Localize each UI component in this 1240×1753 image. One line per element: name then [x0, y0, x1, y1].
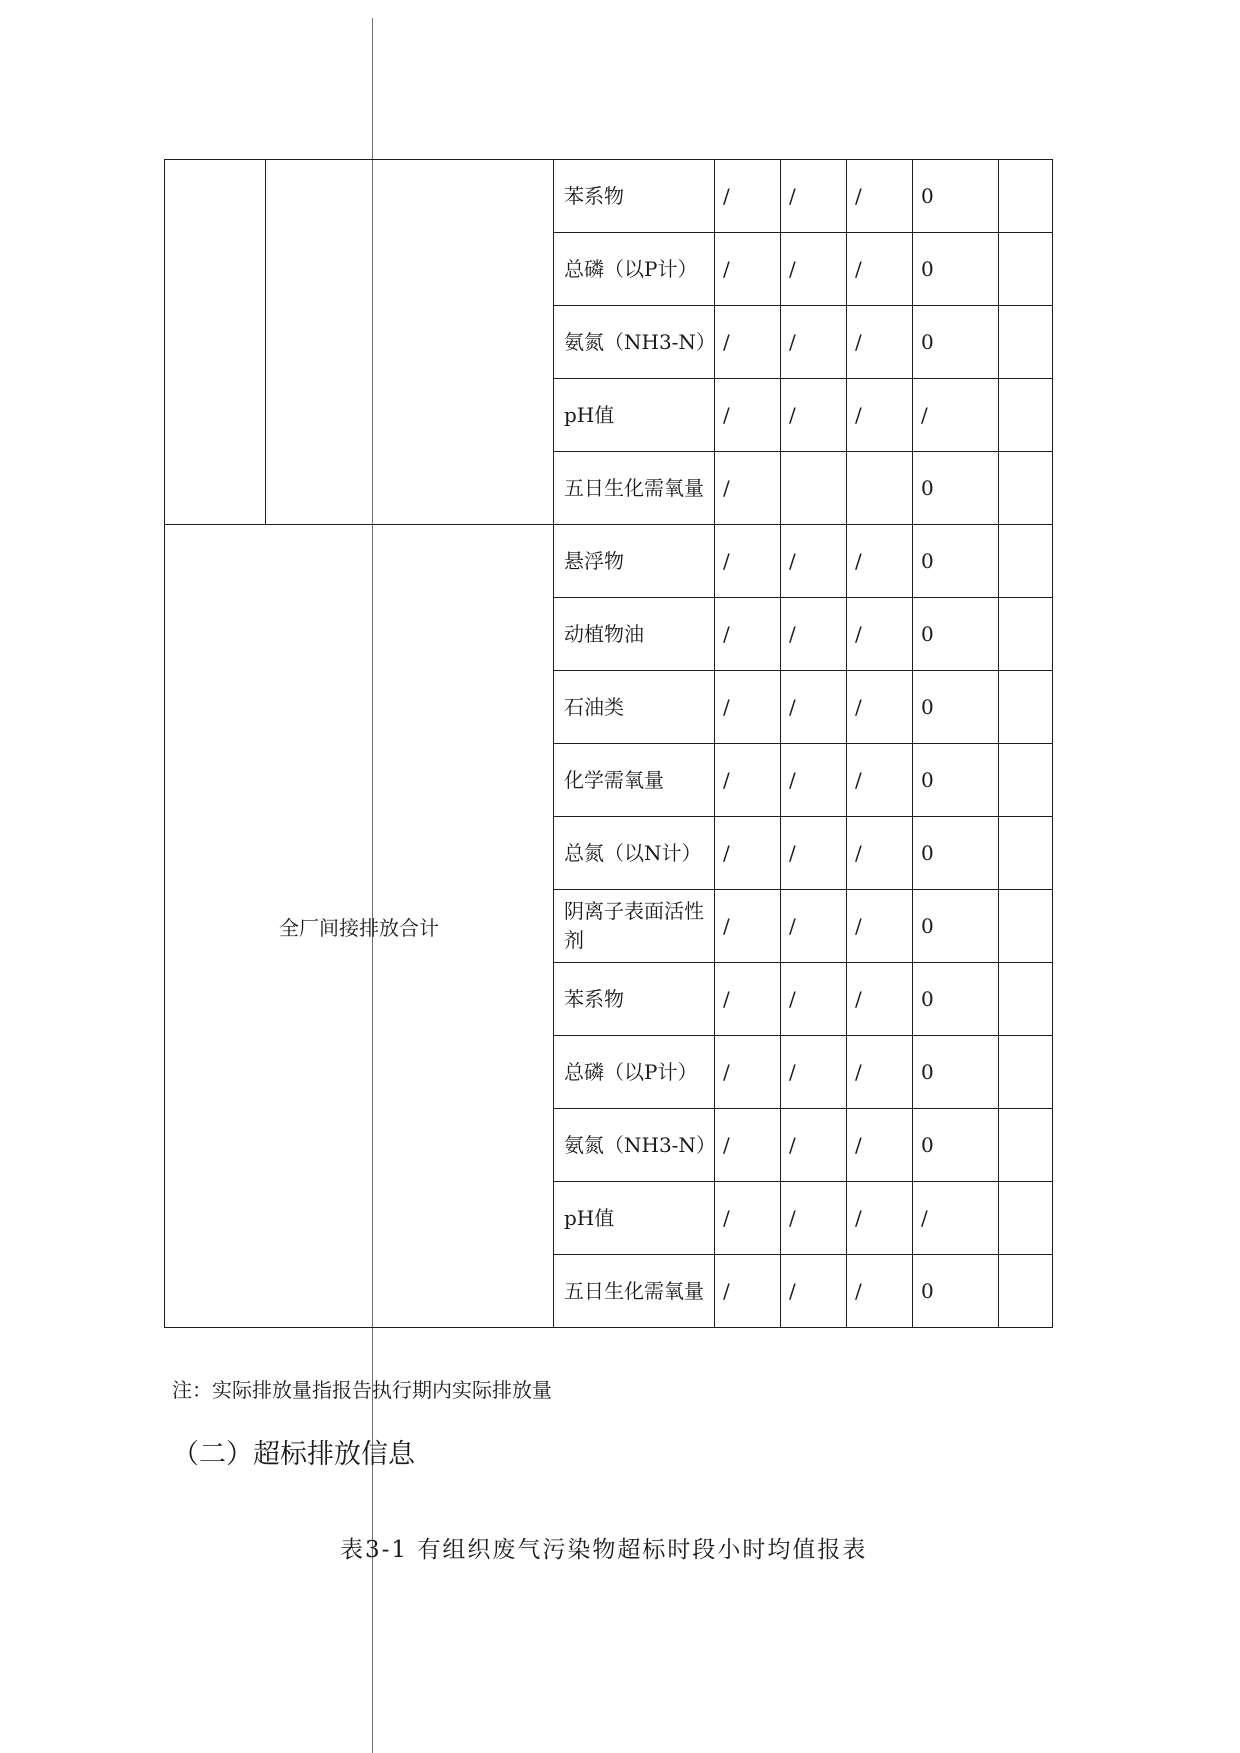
value-cell-c5 [999, 1109, 1053, 1182]
value-cell-c4: 0 [913, 452, 999, 525]
table-row [165, 525, 1053, 598]
value-cell-c1: / [715, 744, 781, 817]
value-cell-c3: / [847, 671, 913, 744]
emissions-table [164, 159, 1053, 1328]
value-cell-c1: / [715, 1109, 781, 1182]
value-cell-c5 [999, 671, 1053, 744]
value-cell-c5 [999, 598, 1053, 671]
value-cell-c5 [999, 890, 1053, 963]
value-cell-c3: / [847, 233, 913, 306]
value-cell-c2: / [781, 963, 847, 1036]
value-cell-c3: / [847, 817, 913, 890]
pollutant-cell: 苯系物 [554, 160, 715, 233]
value-cell-c2 [781, 452, 847, 525]
value-cell-c4: / [913, 379, 999, 452]
value-cell-c2: / [781, 1109, 847, 1182]
value-cell-c2: / [781, 525, 847, 598]
value-cell-c5 [999, 963, 1053, 1036]
value-cell-c2: / [781, 890, 847, 963]
value-cell-c3: / [847, 1036, 913, 1109]
value-cell-c3 [847, 452, 913, 525]
pollutant-cell: 化学需氧量 [554, 744, 715, 817]
value-cell-c2: / [781, 1036, 847, 1109]
value-cell-c2: / [781, 744, 847, 817]
value-cell-c1: / [715, 1036, 781, 1109]
value-cell-c5 [999, 525, 1053, 598]
section-heading: （二）超标排放信息 [172, 1439, 415, 1470]
table-row [165, 160, 1053, 233]
pollutant-cell: 动植物油 [554, 598, 715, 671]
value-cell-c4: 0 [913, 1036, 999, 1109]
value-cell-c4: 0 [913, 598, 999, 671]
value-cell-c5 [999, 817, 1053, 890]
value-cell-c5 [999, 379, 1053, 452]
value-cell-c4: / [913, 1182, 999, 1255]
value-cell-c4: 0 [913, 744, 999, 817]
pollutant-cell: 阴离子表面活性剂 [554, 890, 715, 963]
pollutant-cell: 五日生化需氧量 [554, 1255, 715, 1328]
value-cell-c1: / [715, 598, 781, 671]
value-cell-c4: 0 [913, 160, 999, 233]
pollutant-cell: pH值 [554, 379, 715, 452]
value-cell-c5 [999, 233, 1053, 306]
value-cell-c1: / [715, 1255, 781, 1328]
value-cell-c2: / [781, 379, 847, 452]
blank-outlet-cell [266, 160, 554, 525]
value-cell-c2: / [781, 598, 847, 671]
pollutant-cell: pH值 [554, 1182, 715, 1255]
value-cell-c3: / [847, 963, 913, 1036]
group-label-cell: 全厂间接排放合计 [165, 525, 554, 1328]
value-cell-c3: / [847, 1255, 913, 1328]
value-cell-c3: / [847, 1182, 913, 1255]
value-cell-c4: 0 [913, 671, 999, 744]
value-cell-c1: / [715, 671, 781, 744]
pollutant-cell: 氨氮（NH3-N） [554, 306, 715, 379]
value-cell-c5 [999, 306, 1053, 379]
value-cell-c3: / [847, 1109, 913, 1182]
pollutant-cell: 悬浮物 [554, 525, 715, 598]
value-cell-c5 [999, 1036, 1053, 1109]
pollutant-cell: 五日生化需氧量 [554, 452, 715, 525]
blank-category-cell [165, 160, 266, 525]
value-cell-c3: / [847, 379, 913, 452]
value-cell-c1: / [715, 452, 781, 525]
value-cell-c1: / [715, 306, 781, 379]
value-cell-c4: 0 [913, 817, 999, 890]
value-cell-c4: 0 [913, 1255, 999, 1328]
pollutant-cell: 总氮（以N计） [554, 817, 715, 890]
value-cell-c4: 0 [913, 1109, 999, 1182]
value-cell-c2: / [781, 160, 847, 233]
value-cell-c2: / [781, 1255, 847, 1328]
value-cell-c5 [999, 452, 1053, 525]
value-cell-c1: / [715, 160, 781, 233]
value-cell-c2: / [781, 671, 847, 744]
pollutant-cell: 苯系物 [554, 963, 715, 1036]
pollutant-cell: 总磷（以P计） [554, 1036, 715, 1109]
table-body [165, 160, 1053, 1328]
value-cell-c3: / [847, 744, 913, 817]
value-cell-c2: / [781, 817, 847, 890]
value-cell-c3: / [847, 890, 913, 963]
value-cell-c1: / [715, 233, 781, 306]
value-cell-c2: / [781, 306, 847, 379]
value-cell-c5 [999, 160, 1053, 233]
pollutant-cell: 总磷（以P计） [554, 233, 715, 306]
value-cell-c3: / [847, 160, 913, 233]
value-cell-c4: 0 [913, 963, 999, 1036]
table-note: 注：实际排放量指报告执行期内实际排放量 [172, 1378, 552, 1402]
value-cell-c5 [999, 1182, 1053, 1255]
value-cell-c4: 0 [913, 233, 999, 306]
value-cell-c1: / [715, 963, 781, 1036]
value-cell-c4: 0 [913, 306, 999, 379]
value-cell-c5 [999, 744, 1053, 817]
value-cell-c1: / [715, 525, 781, 598]
value-cell-c1: / [715, 379, 781, 452]
value-cell-c5 [999, 1255, 1053, 1328]
value-cell-c2: / [781, 1182, 847, 1255]
pollutant-cell: 氨氮（NH3-N） [554, 1109, 715, 1182]
value-cell-c1: / [715, 1182, 781, 1255]
value-cell-c3: / [847, 598, 913, 671]
value-cell-c2: / [781, 233, 847, 306]
value-cell-c1: / [715, 890, 781, 963]
value-cell-c4: 0 [913, 525, 999, 598]
value-cell-c4: 0 [913, 890, 999, 963]
value-cell-c1: / [715, 817, 781, 890]
value-cell-c3: / [847, 306, 913, 379]
value-cell-c3: / [847, 525, 913, 598]
table-caption: 表3-1 有组织废气污染物超标时段小时均值报表 [340, 1537, 868, 1563]
pollutant-cell: 石油类 [554, 671, 715, 744]
